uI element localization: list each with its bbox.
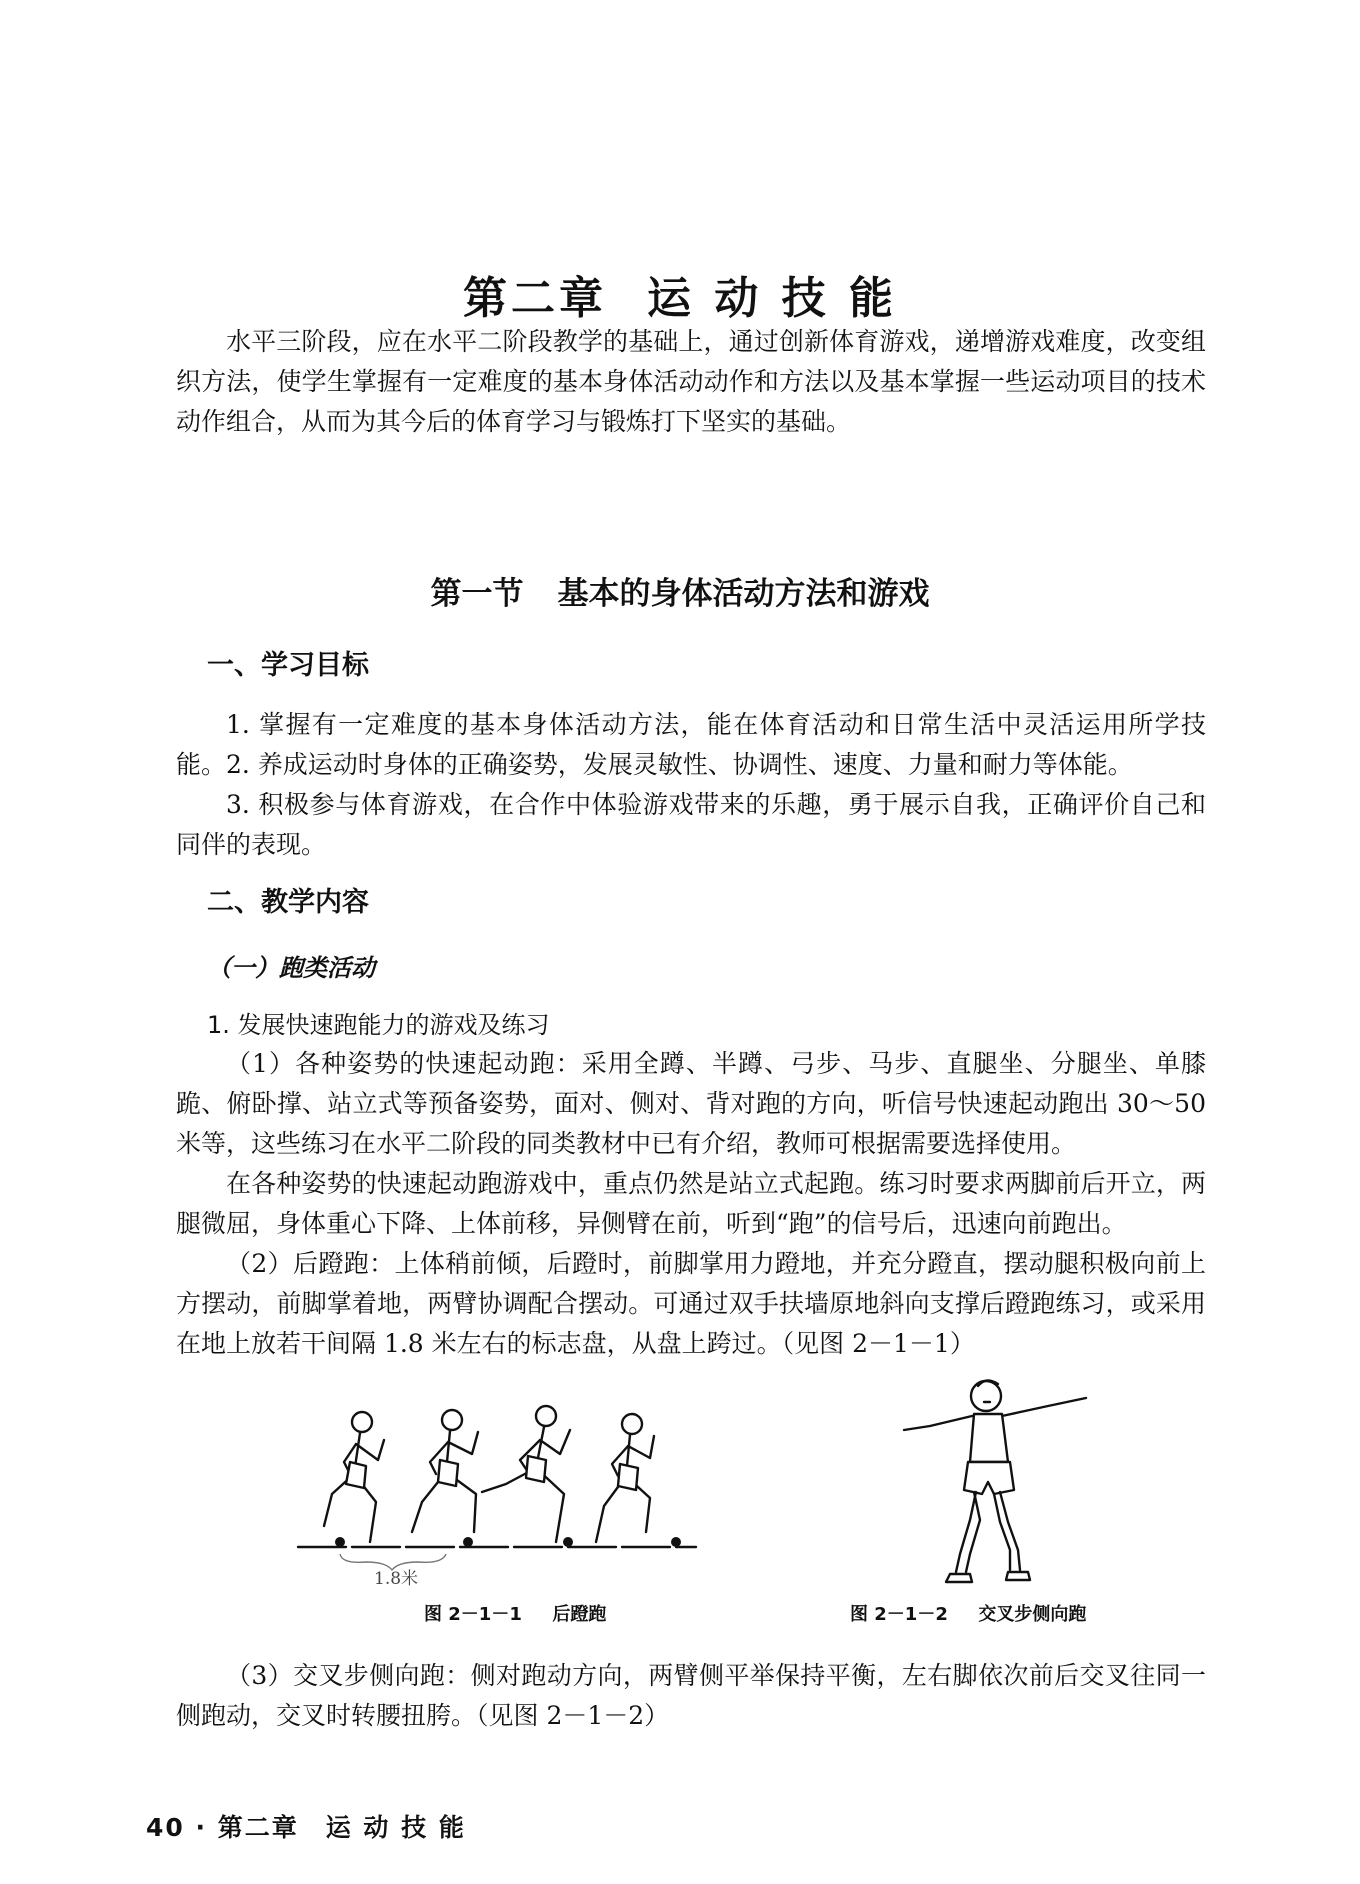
- goal-item-3: 3. 积极参与体育游戏，在合作中体验游戏带来的乐趣，勇于展示自我，正确评价自己和同伴的表现。: [176, 790, 1206, 859]
- intro-paragraph: 水平三阶段，应在水平二阶段教学的基础上，通过创新体育游戏，递增游戏难度，改变组织方法，使学生掌握有一定难度的基本身体活动动作和方法以及基本掌握一些运动项目的技术动作组合，从而为其今后的体育学习与锻炼打下坚实的基础。: [176, 327, 1206, 436]
- figure-1-illustration: [296, 1402, 696, 1589]
- chapter-title: [0, 262, 1360, 326]
- paragraph-3: （2）后蹬跑：上体稍前倾，后蹬时，前脚掌用力蹬地，并充分蹬直，摆动腿积极向前上方摆动，前脚掌着地，两臂协调配合摆动。可通过双手扶墙原地斜向支撑后蹬跑练习，或采用在地上放若干间隔 1.8 米左右的标志盘，从盘上跨过。（见图 2－1－1）: [176, 1249, 1206, 1358]
- page-footer: 40 · 第二章 运 动 技 能: [146, 1813, 466, 1842]
- distance-label: 1.8米: [374, 1569, 419, 1589]
- goal-item-1: 1. 掌握有一定难度的基本身体活动方法，能在体育活动和日常生活中灵活运用所学技能。: [176, 710, 1206, 779]
- figure-1-caption-text: 后蹬跑: [552, 1604, 607, 1625]
- figure-2-caption: [850, 1600, 1086, 1626]
- goals-heading: 一、学习目标: [207, 650, 369, 681]
- paragraph-1: （1）各种姿势的快速起动跑：采用全蹲、半蹲、弓步、马步、直腿坐、分腿坐、单膝跪、俯卧撑、站立式等预备姿势，面对、侧对、背对跑的方向，听信号快速起动跑出 30～50 米等，这些练习在水平二阶段的同类教材中已有介绍，教师可根据需要选择使用。: [176, 1049, 1206, 1158]
- section-number: 第一节: [430, 576, 524, 612]
- chapter-prefix: 第二章: [463, 273, 608, 324]
- goal-item-2: 2. 养成运动时身体的正确姿势，发展灵敏性、协调性、速度、力量和耐力等体能。: [226, 750, 1133, 779]
- figure-1-caption: [424, 1600, 606, 1626]
- section-title: [0, 568, 1360, 613]
- figure-2-illustration: [890, 1370, 1110, 1590]
- content-heading: 二、教学内容: [207, 887, 369, 918]
- figure-2-caption-number: 图 2－1－2: [850, 1604, 948, 1625]
- content-subheading: （一）跑类活动: [207, 954, 375, 982]
- footer-text: 第二章 运 动 技 能: [217, 1813, 466, 1842]
- paragraph-2: 在各种姿势的快速起动跑游戏中，重点仍然是站立式起跑。练习时要求两脚前后开立，两腿微屈，身体重心下降、上体前移，异侧臂在前，听到“跑”的信号后，迅速向前跑出。: [176, 1169, 1206, 1238]
- section-name: 基本的身体活动方法和游戏: [557, 576, 930, 612]
- item-title: 1. 发展快速跑能力的游戏及练习: [207, 1011, 550, 1039]
- chapter-name: 运 动 技 能: [647, 273, 897, 324]
- figure-2-caption-text: 交叉步侧向跑: [978, 1604, 1087, 1625]
- page-number: 40: [146, 1813, 185, 1842]
- figure-1-caption-number: 图 2－1－1: [424, 1604, 522, 1625]
- paragraph-4: （3）交叉步侧向跑：侧对跑动方向，两臂侧平举保持平衡，左右脚依次前后交叉往同一侧跑动，交叉时转腰扭胯。（见图 2－1－2）: [176, 1661, 1206, 1730]
